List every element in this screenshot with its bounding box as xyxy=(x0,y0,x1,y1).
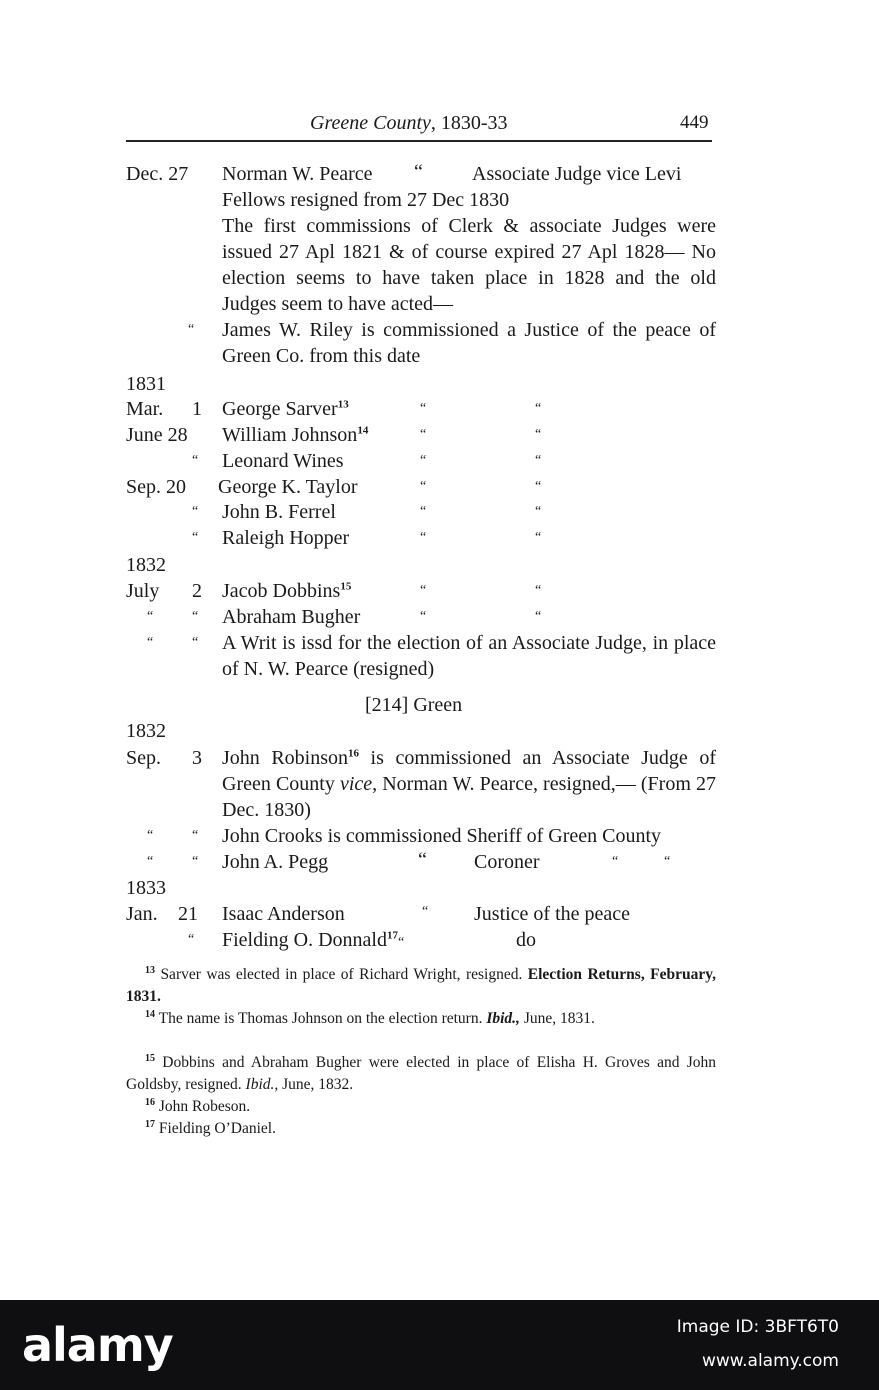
entry-office: Associate Judge vice Levi xyxy=(472,163,682,185)
footnote-ref: 14 xyxy=(357,424,369,437)
year-heading: 1832 xyxy=(126,554,166,576)
alamy-logo: alamy xyxy=(22,1318,173,1372)
ditto-mark: “ xyxy=(414,161,423,183)
ditto-mark: “ xyxy=(420,609,427,624)
ditto-mark: “ xyxy=(420,530,427,545)
footnote-14: $^{14}$ The name is Thomas Johnson on the election return. Ibid., June, 1831. xyxy=(145,1008,595,1027)
ditto-mark: “ xyxy=(535,530,542,545)
watermark-url: www.alamy.com xyxy=(701,1351,839,1371)
ditto-mark: “ xyxy=(664,854,671,869)
ditto-mark: “ xyxy=(192,453,199,468)
entry-office: Justice of the peace xyxy=(474,903,631,925)
entry-date: Dec. 27 xyxy=(126,163,189,185)
header-rule xyxy=(126,140,712,142)
ditto-mark: “ xyxy=(147,635,154,650)
entry-name: John B. Ferrel xyxy=(222,501,336,523)
page-header-title: Greene County, 1830-33 xyxy=(310,112,508,134)
section-heading: [214] Green xyxy=(365,694,463,716)
ditto-mark: “ xyxy=(535,401,542,416)
footnote-ref: 16 xyxy=(348,747,360,760)
year-heading: 1831 xyxy=(126,373,166,395)
ditto-mark: “ xyxy=(420,427,427,442)
writ-entry: A Writ is issd for the election of an Associate Judge, in place of N. W. Pearce (resigned) xyxy=(222,632,716,680)
entry-name: Fielding O. Donnald$^{17}$“ xyxy=(222,929,405,951)
ditto-mark: “ xyxy=(192,635,199,650)
footnote-13: $^{13}$ Sarver was elected in place of Richard Wright, resigned. Election Returns, February, 1831. xyxy=(126,964,717,1005)
entry-month: Jan. xyxy=(126,903,158,925)
entry-name: William Johnson$^{14}$ xyxy=(222,424,369,446)
ditto-mark: “ xyxy=(147,828,154,843)
entry-continuation: Fellows resigned from 27 Dec 1830 xyxy=(222,189,510,211)
entry-name: Leonard Wines xyxy=(222,450,344,472)
entry-name: John A. Pegg xyxy=(222,851,329,873)
ditto-mark: “ xyxy=(192,504,199,519)
footnote-15: $^{15}$ Dobbins and Abraham Bugher were elected in place of Elisha H. Groves and John Goldsby, resigned. Ibid., June, 1832. xyxy=(126,1052,717,1093)
entry-name: Abraham Bugher xyxy=(222,606,361,628)
ditto-mark: “ xyxy=(192,854,199,869)
entry-month: July xyxy=(126,580,160,602)
footnote-17: $^{17}$ Fielding O’Daniel. xyxy=(145,1118,276,1137)
ditto-mark: “ xyxy=(535,479,542,494)
crooks-entry: John Crooks is commissioned Sheriff of Green County xyxy=(222,825,662,847)
footnote-ref: 13 xyxy=(337,398,349,411)
entry-date: June 28 xyxy=(126,424,188,446)
watermark-bar xyxy=(0,1300,879,1390)
year-heading: 1833 xyxy=(126,877,166,899)
entry-month: Sep. xyxy=(126,747,161,769)
image-id-text: Image ID: 3BFT6T0 xyxy=(676,1317,839,1337)
footnote-16: $^{16}$ John Robeson. xyxy=(145,1096,251,1115)
entry-day: 2 xyxy=(192,580,202,602)
entry-day: 1 xyxy=(192,398,202,420)
ditto-mark: “ xyxy=(420,504,427,519)
entry-day: 21 xyxy=(178,903,198,925)
ditto-mark: “ xyxy=(188,322,195,337)
ditto-mark: “ xyxy=(535,583,542,598)
ditto-mark: “ xyxy=(192,828,199,843)
entry-month: Mar. xyxy=(126,398,164,420)
ditto-mark: “ xyxy=(535,609,542,624)
ditto-mark: “ xyxy=(535,453,542,468)
ditto-mark: “ xyxy=(420,479,427,494)
ditto-mark: “ xyxy=(188,932,195,947)
riley-entry: James W. Riley is commissioned a Justice of the peace of Green Co. from this date xyxy=(222,319,716,367)
ditto-mark: “ xyxy=(612,854,619,869)
ditto-mark: “ xyxy=(147,854,154,869)
ditto-mark: “ xyxy=(535,504,542,519)
ditto-mark: “ xyxy=(420,401,427,416)
ditto-mark: “ xyxy=(147,609,154,624)
entry-name: Norman W. Pearce xyxy=(222,163,373,185)
ditto-mark: “ xyxy=(418,849,427,871)
entry-name: Isaac Anderson xyxy=(222,903,345,925)
ditto-mark: “ xyxy=(420,453,427,468)
ditto-mark: “ xyxy=(192,609,199,624)
entry-office: do xyxy=(516,929,536,951)
footnote-ref: 17 xyxy=(387,929,398,942)
entry-name: Raleigh Hopper xyxy=(222,527,350,549)
entry-office: Coroner xyxy=(474,851,540,873)
entry-name: Jacob Dobbins$^{15}$ xyxy=(222,580,352,602)
commission-note: The first commissions of Clerk & associate Judges were issued 27 Apl 1821 & of course expired 27 Apl 1828— No election seems to have taken place in 1828 and the old Judges seem to have acted— xyxy=(222,215,716,315)
footnote-ref: 15 xyxy=(340,580,352,593)
ditto-mark: “ xyxy=(535,427,542,442)
entry-date: Sep. 20 xyxy=(126,476,186,498)
entry-name: George K. Taylor xyxy=(218,476,358,498)
page-number: 449 xyxy=(680,112,709,133)
year-heading: 1832 xyxy=(126,720,166,742)
ditto-mark: “ xyxy=(422,904,429,919)
robinson-entry: John Robinson$^{16}$ is commissioned an Associate Judge of Green County vice, Norman W. Pearce, resigned,— (From 27 Dec. 1830) xyxy=(222,747,717,821)
entry-name: George Sarver$^{13}$ xyxy=(222,398,349,420)
entry-day: 3 xyxy=(192,747,202,769)
ditto-mark: “ xyxy=(192,530,199,545)
ditto-mark: “ xyxy=(420,583,427,598)
